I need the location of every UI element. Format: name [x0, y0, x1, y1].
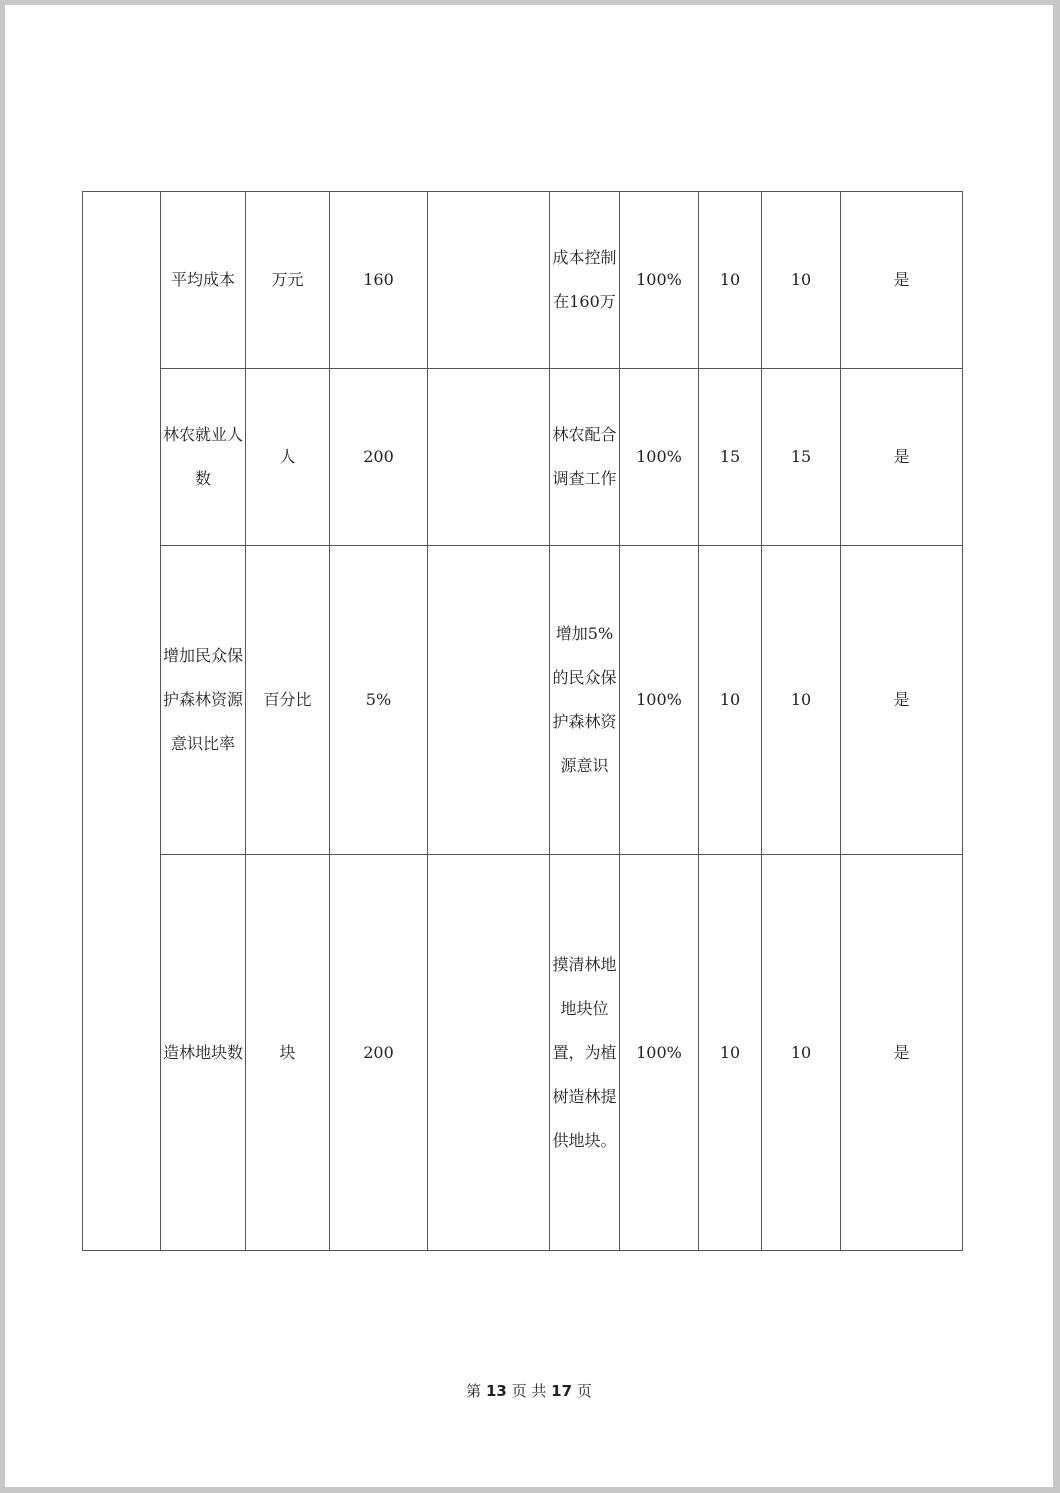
met-cell: 是: [841, 192, 963, 369]
unit-cell: 人: [246, 369, 330, 546]
blank-cell: [428, 546, 550, 855]
footer-suffix: 页: [576, 1382, 592, 1400]
actual-cell: 增加5%的民众保护森林资源意识: [550, 546, 620, 855]
blank-cell: [428, 369, 550, 546]
rate-cell: 100%: [620, 192, 699, 369]
target-cell: 200: [330, 369, 428, 546]
indicator-cell: 造林地块数: [161, 855, 246, 1251]
footer-middle: 页 共: [511, 1382, 547, 1400]
score-cell: 10: [762, 855, 841, 1251]
footer-total-pages: 17: [551, 1382, 573, 1400]
weight-cell: 15: [699, 369, 762, 546]
actual-cell: 成本控制在160万: [550, 192, 620, 369]
page-footer: [5, 1380, 1053, 1401]
score-cell: 10: [762, 192, 841, 369]
table-row: [83, 546, 963, 855]
weight-cell: 10: [699, 192, 762, 369]
blank-cell: [428, 855, 550, 1251]
target-cell: 5%: [330, 546, 428, 855]
weight-cell: 10: [699, 855, 762, 1251]
table-row: [83, 855, 963, 1251]
rate-cell: 100%: [620, 855, 699, 1251]
target-cell: 200: [330, 855, 428, 1251]
rate-cell: 100%: [620, 369, 699, 546]
actual-cell: 摸清林地地块位置，为植树造林提供地块。: [550, 855, 620, 1251]
unit-cell: 百分比: [246, 546, 330, 855]
performance-table: [82, 191, 963, 1251]
indicator-cell: 平均成本: [161, 192, 246, 369]
actual-cell: 林农配合调查工作: [550, 369, 620, 546]
unit-cell: 块: [246, 855, 330, 1251]
score-cell: 10: [762, 546, 841, 855]
target-cell: 160: [330, 192, 428, 369]
indicator-cell: 增加民众保护森林资源意识比率: [161, 546, 246, 855]
table-row: [83, 369, 963, 546]
document-page: [5, 5, 1053, 1487]
footer-prefix: 第: [466, 1382, 482, 1400]
rate-cell: 100%: [620, 546, 699, 855]
blank-cell: [428, 192, 550, 369]
met-cell: 是: [841, 855, 963, 1251]
merged-category-cell: [83, 192, 161, 1251]
unit-cell: 万元: [246, 192, 330, 369]
score-cell: 15: [762, 369, 841, 546]
met-cell: 是: [841, 369, 963, 546]
table-row: [83, 192, 963, 369]
footer-page-number: 13: [485, 1382, 507, 1400]
weight-cell: 10: [699, 546, 762, 855]
met-cell: 是: [841, 546, 963, 855]
indicator-cell: 林农就业人数: [161, 369, 246, 546]
